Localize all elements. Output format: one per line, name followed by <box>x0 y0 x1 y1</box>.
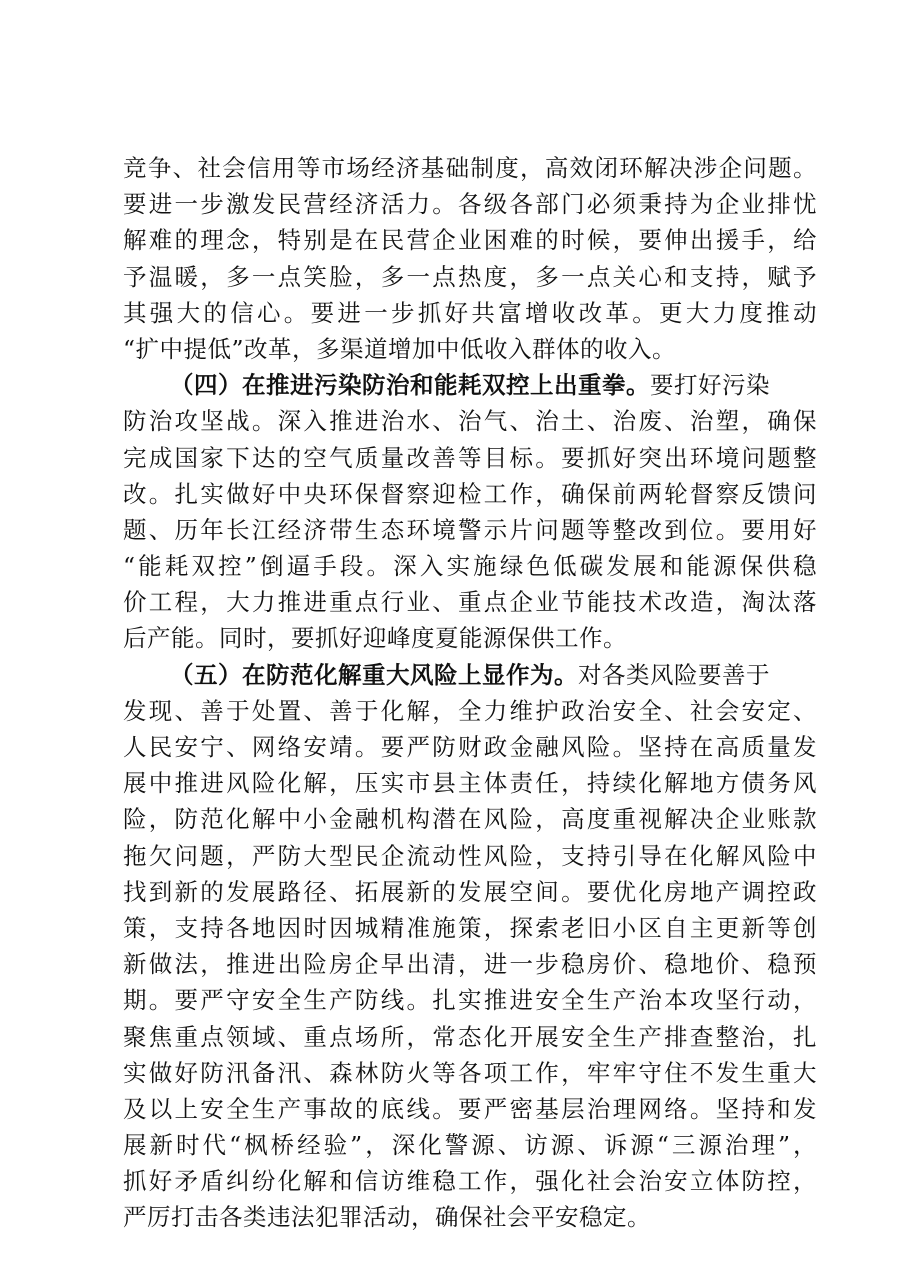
text-span: 要打好污染 <box>650 371 770 400</box>
text-span: 对各类风险要善于 <box>578 660 770 689</box>
text-line: 予温暖，多一点笑脸，多一点热度，多一点关心和支持，赋予 <box>123 262 817 291</box>
document-body <box>123 150 817 1236</box>
text-line: 险，防范化解中小金融机构潜在风险，高度重视解决企业账款 <box>123 805 817 834</box>
text-line: 聚焦重点领域、重点场所，常态化开展安全生产排查整治，扎 <box>123 1022 817 1051</box>
text-line: 新做法，推进出险房企早出清，进一步稳房价、稳地价、稳预 <box>123 950 817 979</box>
text-line: 题、历年长江经济带生态环境警示片问题等整改到位。要用好 <box>123 515 817 544</box>
text-line: 严厉打击各类违法犯罪活动，确保社会平安稳定。 <box>123 1203 651 1232</box>
text-line: 改。扎实做好中央环保督察迎检工作，确保前两轮督察反馈问 <box>123 479 817 508</box>
text-line: “扩中提低”改革，多渠道增加中低收入群体的收入。 <box>123 334 677 363</box>
text-line: 抓好矛盾纠纷化解和信访维稳工作，强化社会治安立体防控， <box>123 1167 817 1196</box>
text-line: 拖欠问题，严防大型民企流动性风险，支持引导在化解风险中 <box>123 841 817 870</box>
text-line: 竞争、社会信用等市场经济基础制度，高效闭环解决涉企问题。 <box>123 154 817 182</box>
text-line: 发现、善于处置、善于化解，全力维护政治安全、社会安定、 <box>123 696 817 725</box>
text-line: 期。要严守安全生产防线。扎实推进安全生产治本攻坚行动， <box>123 986 817 1015</box>
text-line: 价工程，大力推进重点行业、重点企业节能技术改造，淘汰落 <box>123 588 817 617</box>
text-line: 找到新的发展路径、拓展新的发展空间。要优化房地产调控政 <box>123 877 817 906</box>
text-line <box>123 657 817 693</box>
section-heading-5: （五）在防范化解重大风险上显作为。 <box>170 660 578 689</box>
text-line: 展中推进风险化解，压实市县主体责任，持续化解地方债务风 <box>123 769 817 798</box>
paragraph-risk-prevention <box>123 657 817 1236</box>
text-line: 展新时代“枫桥经验”，深化警源、访源、诉源“三源治理”， <box>123 1131 817 1160</box>
paragraph-pollution-control <box>123 367 817 657</box>
text-line: 实做好防汛备汛、森林防火等各项工作，牢牢守住不发生重大 <box>123 1058 817 1087</box>
text-line: 及以上安全生产事故的底线。要严密基层治理网络。坚持和发 <box>123 1094 817 1123</box>
paragraph-economic-vitality <box>123 150 817 367</box>
text-line: 解难的理念，特别是在民营企业困难的时候，要伸出援手，给 <box>123 226 817 255</box>
text-line: 完成国家下达的空气质量改善等目标。要抓好突出环境问题整 <box>123 443 817 472</box>
text-line: “能耗双控”倒逼手段。深入实施绿色低碳发展和能源保供稳 <box>123 552 817 581</box>
text-line: 要进一步激发民营经济活力。各级各部门必须秉持为企业排忧 <box>123 190 817 219</box>
text-line: 策，支持各地因时因城精准施策，探索老旧小区自主更新等创 <box>123 913 817 942</box>
text-line: 后产能。同时，要抓好迎峰度夏能源保供工作。 <box>123 624 627 653</box>
section-heading-4: （四）在推进污染防治和能耗双控上出重拳。 <box>170 371 650 400</box>
text-line: 其强大的信心。要进一步抓好共富增收改革。更大力度推动 <box>123 298 817 327</box>
text-line <box>123 367 817 403</box>
text-line: 防治攻坚战。深入推进治水、治气、治土、治废、治塑，确保 <box>123 407 817 436</box>
text-line: 人民安宁、网络安靖。要严防财政金融风险。坚持在高质量发 <box>123 733 817 761</box>
